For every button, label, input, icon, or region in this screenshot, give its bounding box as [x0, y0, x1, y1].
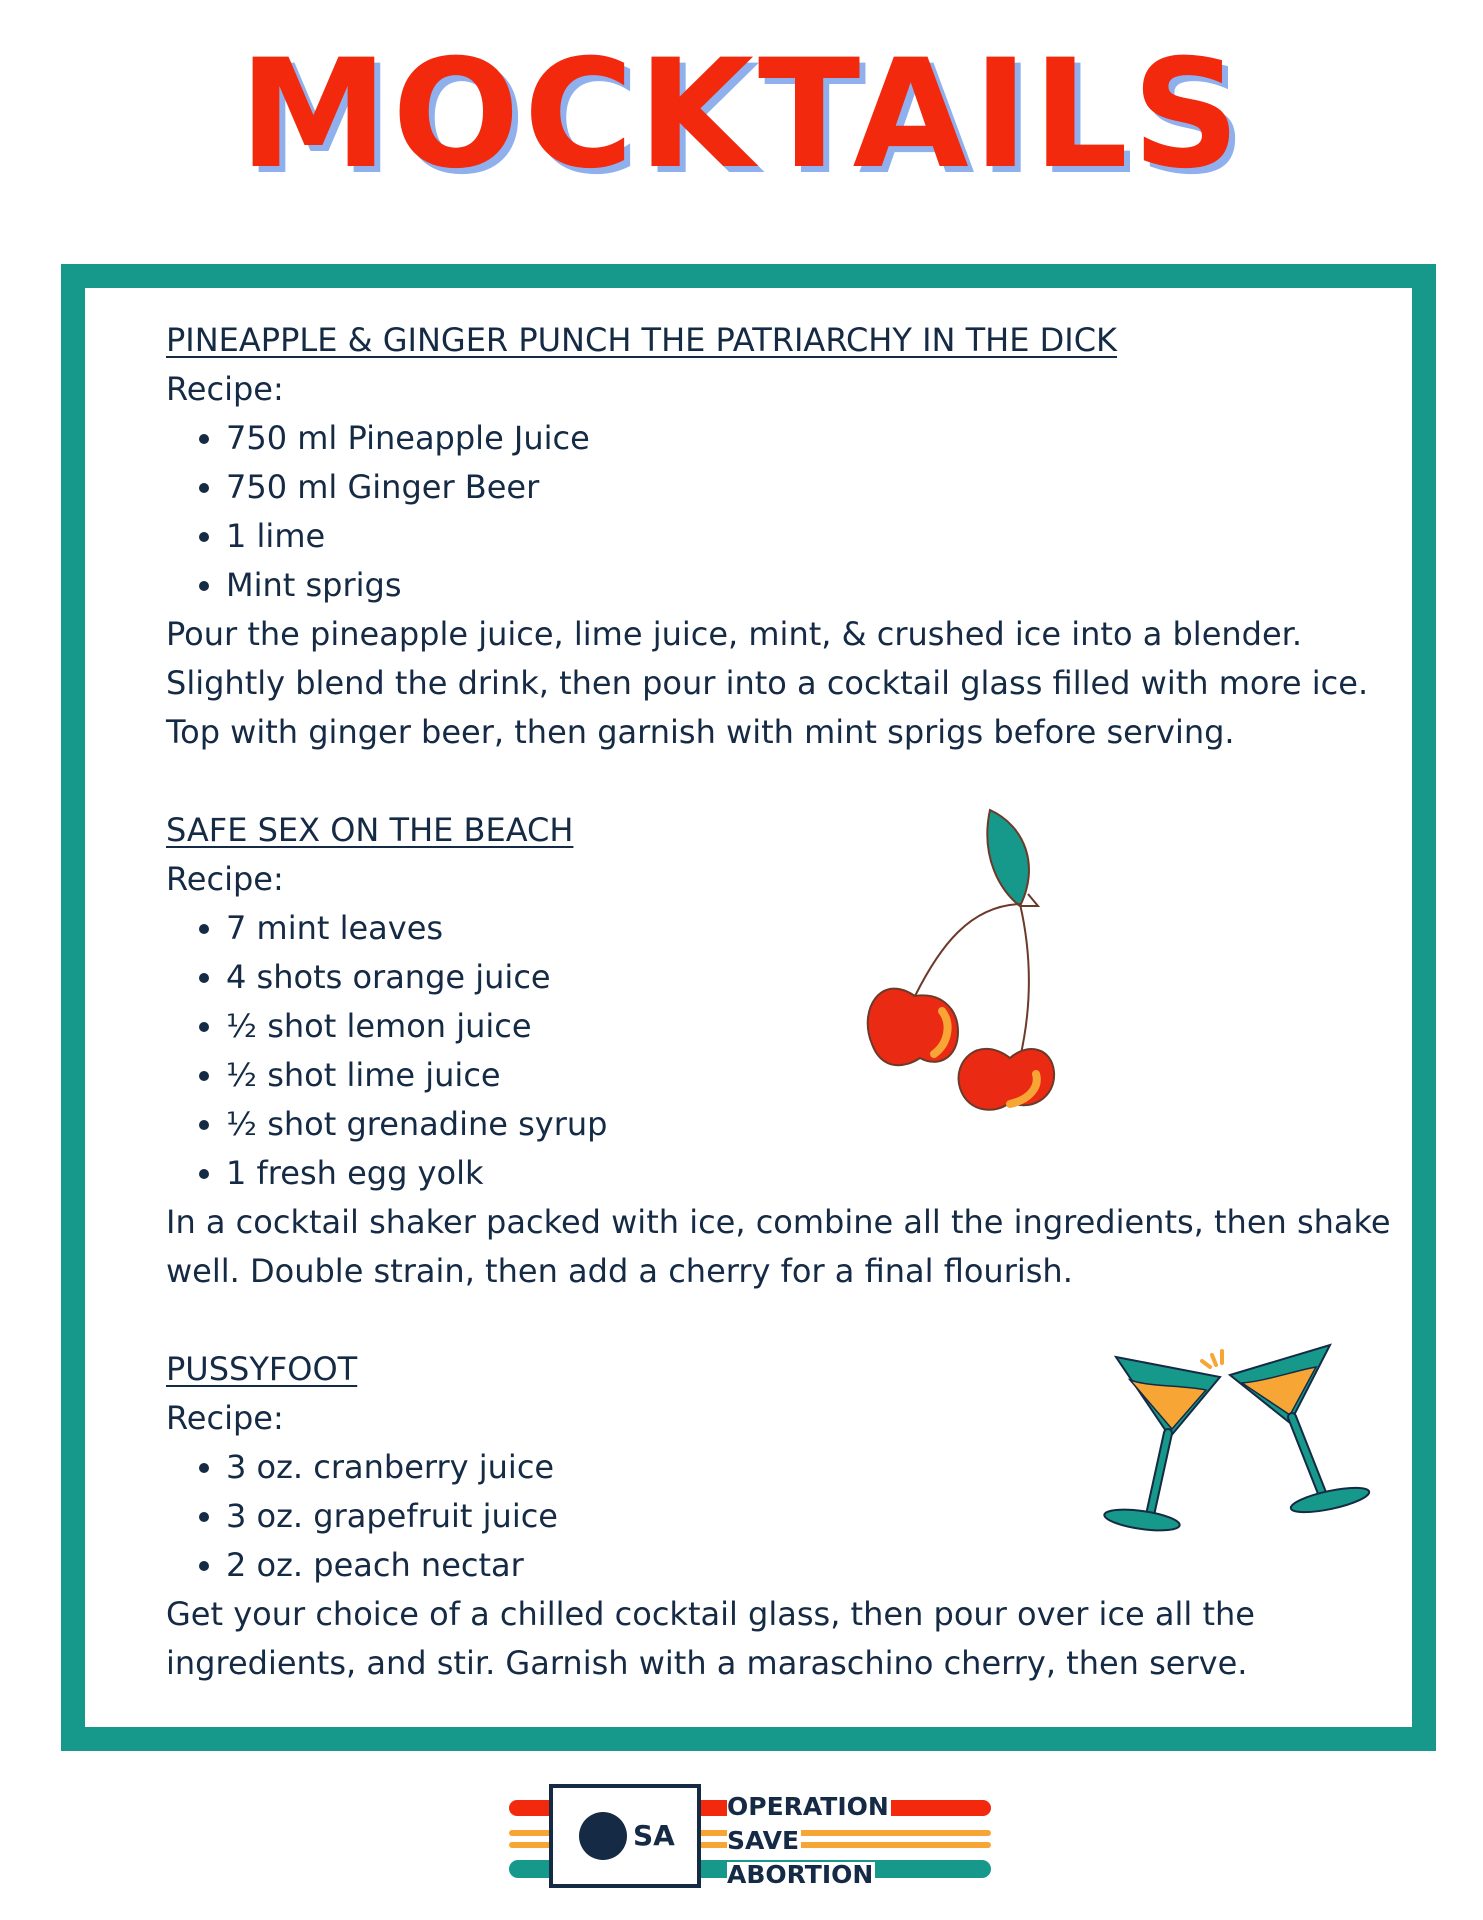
cocktail-glasses-icon: [1090, 1325, 1380, 1540]
ingredient-item: • 750 ml Ginger Beer: [226, 463, 1406, 512]
recipe-title: PUSSYFOOT: [166, 1350, 358, 1388]
ingredient-item: • Mint sprigs: [226, 561, 1406, 610]
ingredient-item: • 3 oz. grapefruit juice: [226, 1492, 1406, 1541]
logo-line-save: SAVE: [727, 1826, 800, 1855]
page-title: MOCKTAILS: [238, 28, 1245, 202]
recipe-label: Recipe:: [166, 1399, 284, 1437]
ingredient-list: [166, 414, 1406, 610]
ingredient-item: • ½ shot lime juice: [226, 1051, 1406, 1100]
ingredient-item: • ½ shot grenadine syrup: [226, 1100, 1406, 1149]
recipe-instructions: In a cocktail shaker packed with ice, combine all the ingredients, then shake well. Double strain, then add a cherry for a final flourish.: [166, 1203, 1391, 1290]
ingredient-item: • 2 oz. peach nectar: [226, 1541, 1406, 1590]
logo-line-operation: OPERATION: [727, 1792, 889, 1821]
ingredient-item: • 4 shots orange juice: [226, 953, 1406, 1002]
recipe-instructions: Get your choice of a chilled cocktail glass, then pour over ice all the ingredients, and stir. Garnish with a maraschino cherry, then serve.: [166, 1595, 1255, 1682]
recipe-instructions: Pour the pineapple juice, lime juice, mint, & crushed ice into a blender. Slightly blend the drink, then pour into a cocktail glass filled with more ice. Top with ginger beer, then garnish with mint sprigs before serving.: [166, 615, 1369, 751]
cherry-icon: [860, 796, 1060, 1116]
ingredient-item: • 3 oz. cranberry juice: [226, 1443, 1406, 1492]
ingredient-item: • 1 lime: [226, 512, 1406, 561]
recipe-label: Recipe:: [166, 370, 284, 408]
recipe-title: PINEAPPLE & GINGER PUNCH THE PATRIARCHY IN THE DICK: [166, 321, 1118, 359]
ingredient-list: [166, 904, 1406, 1198]
logo-line-abortion: ABORTION: [727, 1860, 874, 1889]
ingredient-item: • ½ shot lemon juice: [226, 1002, 1406, 1051]
recipe-title: SAFE SEX ON THE BEACH: [166, 811, 574, 849]
ingredient-item: • 7 mint leaves: [226, 904, 1406, 953]
logo-mark: SA: [633, 1819, 675, 1852]
ingredient-item: • 1 fresh egg yolk: [226, 1149, 1406, 1198]
organization-logo: [509, 1782, 991, 1892]
recipe-safe-sex-on-the-beach: [166, 806, 1406, 1296]
ingredient-item: • 750 ml Pineapple Juice: [226, 414, 1406, 463]
recipe-pineapple-ginger: [166, 316, 1406, 757]
recipe-label: Recipe:: [166, 860, 284, 898]
